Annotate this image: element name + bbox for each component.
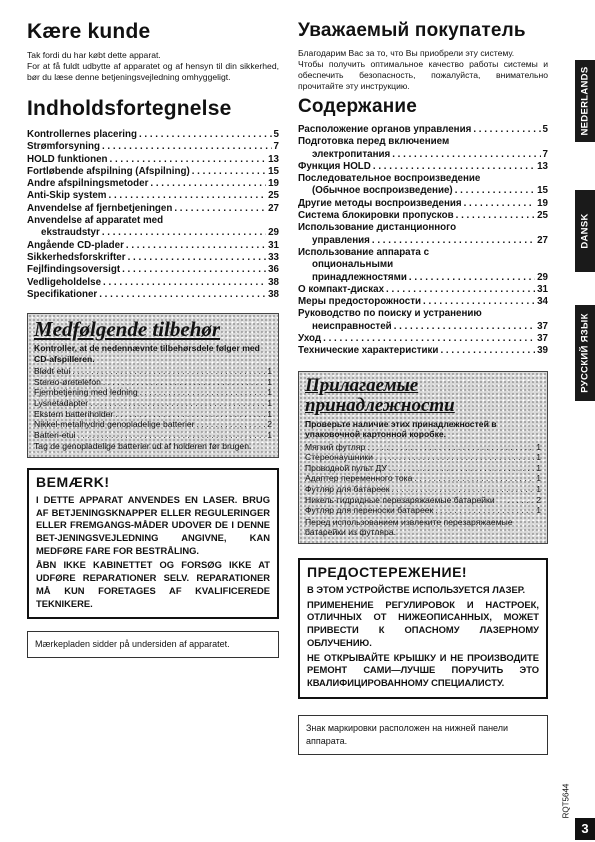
accessories-intro: Проверьте наличие этих принадлежностей в упаковочной картонной коробке. (305, 418, 497, 440)
toc-entry[interactable]: Anti-Skip system . . . 25 (27, 190, 279, 202)
toc-entry[interactable]: Использование аппарата с (298, 246, 430, 258)
caution-title: BEMÆRK! (36, 473, 110, 490)
caution-text: В ЭТОМ УСТРОЙСТВЕ ИСПОЛЬЗУЕТСЯ ЛАЗЕР. ПРИМЕНЕНИЕ РЕГУЛИРОВОК И НАСТРОЕК, ОТЛИЧНЫХ ОТ НИЖЕОПИСАННЫХ, МОЖЕТ ПРИВЕСТИ К ОПАСНОМУ ЛАЗЕРНОМУ ОБЛУЧЕНИЮ. НЕ ОТКРЫВАЙТЕ КРЫШКУ И НЕ ПРОИЗВОДИТЕ РЕМОНТ САМИ—ЛУЧШЕ ПОРУЧИТЬ ЭТО КВАЛИФИЦИРОВАННОМУ СПЕЦИАЛИСТУ. (307, 583, 539, 688)
toc-entry[interactable]: Подготовка перед включением (298, 136, 450, 148)
accessories-note: Перед использованием извлеките перезаряжаемые батарейки из футляра. (305, 516, 513, 538)
accessory-item: Никель-гидридные перезаряжаемые батарейки . . . 2 (305, 495, 541, 506)
laser-caution-box (27, 468, 279, 619)
toc-entry[interactable]: Использование дистанционного (298, 222, 457, 234)
toc-entry[interactable]: опциональными (312, 259, 394, 271)
tab-russian[interactable]: РУССКИЙ ЯЗЫК (575, 305, 595, 401)
laser-caution-box (298, 558, 548, 699)
intro-text: Чтобы получить оптимальное качество работы системы и обеспечить безопасность, пожалуйста, внимательно прочитайте эту инструкцию. (298, 59, 548, 91)
toc-entry[interactable]: Kontrollernes placering . . . 5 (27, 129, 279, 141)
toc-entry[interactable]: Руководство по поиску и устранению (298, 308, 482, 320)
toc-entry[interactable]: Последовательное воспроизведение (298, 173, 481, 185)
toc-entry[interactable]: Andre afspilningsmetoder . . . 19 (27, 178, 279, 190)
toc-entry[interactable]: Strømforsyning . . . 7 (27, 141, 279, 153)
toc-entry[interactable]: неисправностей . . . 37 (298, 321, 548, 333)
accessory-item: Ekstern batteriholder . . . 1 (34, 409, 272, 420)
page-title: Уважаемый покупатель (298, 20, 526, 41)
language-tabs (575, 0, 595, 842)
toc-entry[interactable]: Specifikationer . . . 38 (27, 289, 279, 301)
accessories-box (298, 371, 548, 544)
toc-entry[interactable]: принадлежностями . . . 29 (298, 272, 548, 284)
intro-text: Tak fordi du har købt dette apparat. (27, 50, 161, 60)
document-code: RQT5644 (561, 783, 571, 819)
accessory-item: Lysnetadapter . . . 1 (34, 398, 272, 409)
accessory-item: Адаптер переменного тока . . . 1 (305, 473, 541, 484)
toc-entry[interactable]: О компакт-дисках . . . 31 (298, 284, 548, 296)
accessory-item: Футляр для батареек . . . 1 (305, 484, 541, 495)
accessory-item: Batteri-etui . . . 1 (34, 430, 272, 441)
toc-entry[interactable]: (Обычное воспроизведение) . . . 15 (298, 185, 548, 197)
danish-column (27, 14, 279, 658)
table-of-contents (27, 129, 279, 301)
toc-entry[interactable]: HOLD funktionen . . . 13 (27, 154, 279, 166)
tab-nederlands[interactable]: NEDERLANDS (575, 60, 595, 142)
toc-entry[interactable]: Fejlfindingsoversigt . . . 36 (27, 264, 279, 276)
accessory-item: Nikkel-metalhydrid genopladelige batterier . . . 2 (34, 419, 272, 430)
toc-title: Содержание (298, 96, 418, 117)
page-number: 3 (575, 818, 595, 840)
accessories-intro: Kontroller, at de nedennævnte tilbehørsdele følger med CD-afspilleren. (34, 343, 260, 364)
accessories-title: Medfølgende tilbehør (34, 317, 221, 342)
toc-title: Indholdsfortegnelse (27, 97, 232, 120)
toc-entry[interactable]: Другие методы воспроизведения . . . 19 (298, 198, 548, 210)
toc-entry[interactable]: Angående CD-plader . . . 31 (27, 240, 279, 252)
intro-text: Благодарим Вас за то, что Вы приобрели эту систему. (298, 48, 515, 58)
accessories-title: Прилагаемые принадлежности (305, 374, 455, 416)
caution-text: I DETTE APPARAT ANVENDES EN LASER. BRUG AF BETJENINGSKNAPPER ELLER REGULERINGER ELLER FREMGANGS-MÅDER UDOVER DE I DENNE BET-JENINGSVEJLEDNING ANGIVNE, KAN MEDFØRE FARE FOR BESTRÅLING. ÅBN IKKE KABINETTET OG FORSØG IKKE AT UDFØRE REPARATIONER SELV. REPARATIONER MÅ KUN FORETAGES AF KVALIFICEREDE TEKNIKERE. (36, 493, 270, 609)
toc-entry[interactable]: Функция HOLD . . . 13 (298, 161, 548, 173)
accessory-item: Проводной пульт ДУ . . . 1 (305, 463, 541, 474)
toc-entry[interactable]: электропитания . . . 7 (298, 149, 548, 161)
accessory-item: Fjernbetjening med ledning . . . 1 (34, 387, 272, 398)
tab-dansk[interactable]: DANSK (575, 190, 595, 272)
accessory-item: Футляр для переноски батареек . . . 1 (305, 505, 541, 516)
toc-entry[interactable]: Меры предосторожности . . . 34 (298, 296, 548, 308)
toc-entry[interactable]: Уход . . . 37 (298, 333, 548, 345)
accessory-item: Мягкий футляр . . . 1 (305, 442, 541, 453)
toc-entry[interactable]: ekstraudstyr . . . 29 (27, 227, 279, 239)
toc-entry[interactable]: Система блокировки пропусков . . . 25 (298, 210, 548, 222)
toc-entry[interactable]: Технические характеристики . . . 39 (298, 345, 548, 357)
table-of-contents (298, 124, 548, 358)
toc-entry[interactable]: Fortløbende afspilning (Afspilning) . . . 15 (27, 166, 279, 178)
marking-note: Знак маркировки расположен на нижней панели аппарата. (298, 715, 548, 755)
toc-entry[interactable]: Расположение органов управления . . . 5 (298, 124, 548, 136)
caution-title: ПРЕДОСТЕРЕЖЕНИЕ! (307, 563, 468, 580)
toc-entry[interactable]: Sikkerhedsforskrifter . . . 33 (27, 252, 279, 264)
accessories-note: Tag de genopladelige batterier ud af holderen før brugen. (34, 441, 252, 452)
toc-entry[interactable]: Vedligeholdelse . . . 38 (27, 277, 279, 289)
toc-entry[interactable]: Anvendelse af fjernbetjeningen . . . 27 (27, 203, 279, 215)
russian-column (298, 14, 548, 755)
accessory-item: Stereo-øretelefon . . . 1 (34, 377, 272, 388)
toc-entry[interactable]: Anvendelse af apparatet med (27, 215, 164, 227)
page-title: Kære kunde (27, 20, 151, 43)
accessory-item: Blødt etui . . . 1 (34, 366, 272, 377)
accessories-box (27, 313, 279, 458)
intro-text: For at få fuldt udbytte af apparatet og af hensyn til din sikkerhed, bør du læse denne betjeningsvejledning omhyggeligt. (27, 61, 279, 82)
marking-note: Mærkepladen sidder på undersiden af apparatet. (27, 631, 279, 658)
toc-entry[interactable]: управления . . . 27 (298, 235, 548, 247)
accessory-item: Стереонаушники . . . 1 (305, 452, 541, 463)
